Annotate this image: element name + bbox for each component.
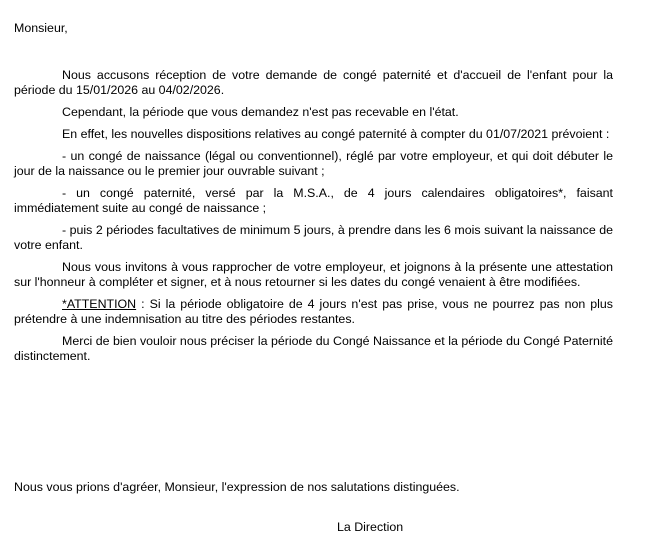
paragraph-not-receivable: Cependant, la période que vous demandez n'est pas recevable en l'état. (62, 105, 459, 119)
paragraph-acknowledgement: Nous accusons réception de votre demande de congé paternité et d'accueil de l'enfant pour la période du 15/01/2026 au 04/02/2026. (14, 68, 613, 97)
paragraph-birth-leave: - un congé de naissance (légal ou conventionnel), réglé par votre employeur, et qui doit débuter le jour de la naissance ou le premier jour ouvrable suivant ; (14, 149, 613, 178)
paragraph-attention (14, 297, 613, 327)
attention-text: : Si la période obligatoire de 4 jours n'est pas prise, vous ne pourrez pas non plus prétendre à une indemnisation au titre des périodes restantes. (14, 297, 613, 326)
paragraph-new-provisions: En effet, les nouvelles dispositions relatives au congé paternité à compter du 01/07/2021 prévoient : (62, 127, 610, 141)
signature: La Direction (337, 520, 404, 534)
letter-body (14, 21, 613, 364)
closing-formula: Nous vous prions d'agréer, Monsieur, l'expression de nos salutations distinguées. (14, 480, 460, 494)
salutation: Monsieur, (14, 21, 68, 35)
paragraph-request: Merci de bien vouloir nous préciser la période du Congé Naissance et la période du Congé Paternité distinctement. (14, 334, 613, 363)
paragraph-optional-periods: - puis 2 périodes facultatives de minimum 5 jours, à prendre dans les 6 mois suivant la naissance de votre enfant. (14, 223, 613, 252)
paragraph-paternity-leave: - un congé paternité, versé par la M.S.A., de 4 jours calendaires obligatoires*, faisant immédiatement suite au congé de naissance ; (14, 186, 613, 215)
attention-label: *ATTENTION (62, 297, 137, 311)
paragraph-employer-contact: Nous vous invitons à vous rapprocher de votre employeur, et joignons à la présente une attestation sur l'honneur à compléter et signer, et à nous retourner si les dates du congé venaient à être modifiées. (14, 260, 613, 289)
